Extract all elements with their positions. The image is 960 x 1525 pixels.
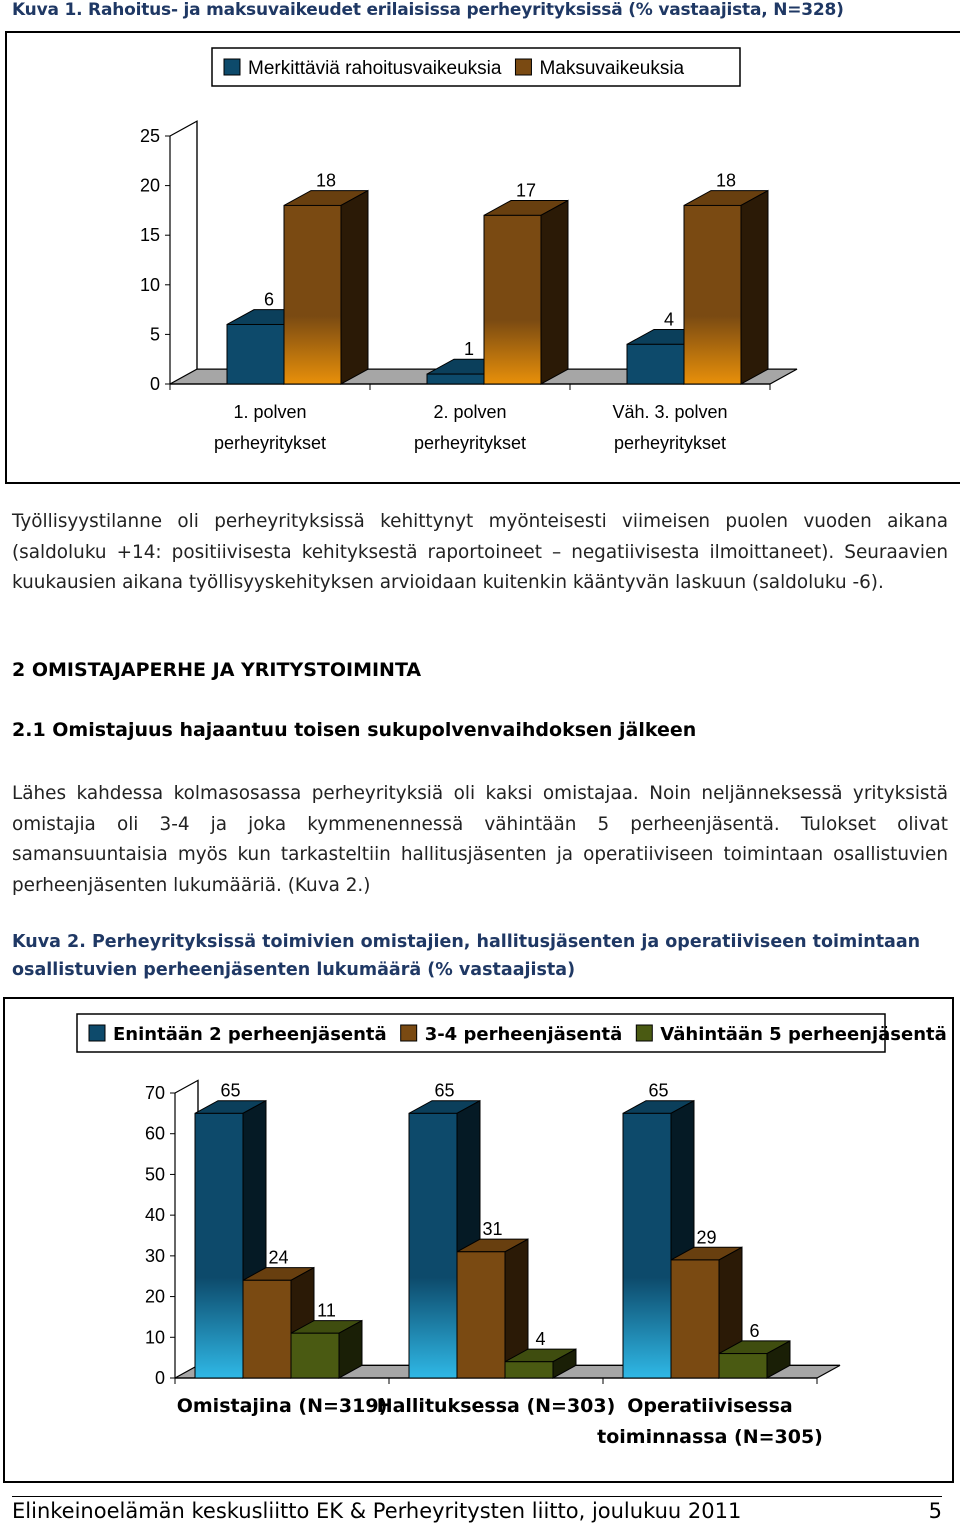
category-label: perheyritykset: [613, 433, 727, 453]
chart-2: [5, 999, 954, 1483]
legend-label: Enintään 2 perheenjäsentä: [113, 1024, 387, 1045]
y-tick-label: 40: [144, 1205, 165, 1226]
paragraph-employment: Työllisyystilanne oli perheyrityksissä kehittynyt myönteisesti viimeisen puolen vuoden aikana (saldoluku +14: positiivisesta kehityksestä raportoineet – negatiivisesta ilmoittaneet). Seuraavien kuukausien aikana työllisyyskehityksen arvioidaan kuitenkin kääntyvän laskuun (saldoluku -6).: [12, 511, 948, 593]
y-tick-label: 60: [144, 1123, 165, 1144]
data-label: 65: [648, 1080, 669, 1101]
section-heading: 2 OMISTAJAPERHE JA YRITYSTOIMINTA: [12, 659, 422, 681]
data-label: 4: [535, 1329, 546, 1350]
legend-swatch: [224, 59, 240, 75]
bar: [623, 1113, 671, 1378]
bar: [719, 1354, 767, 1378]
y-tick-label: 0: [149, 374, 160, 394]
bar: [671, 1260, 719, 1378]
subsection-heading: 2.1 Omistajuus hajaantuu toisen sukupolvenvaihdoksen jälkeen: [12, 719, 697, 741]
bar: [484, 215, 541, 384]
category-label: Operatiivisessa: [627, 1395, 793, 1417]
bar: [457, 1252, 505, 1378]
category-label: Hallituksessa (N=303): [376, 1395, 616, 1417]
y-tick-label: 50: [144, 1164, 165, 1185]
bar: [195, 1113, 243, 1378]
data-label: 1: [463, 339, 475, 360]
legend-label: Vähintään 5 perheenjäsentä: [660, 1024, 947, 1045]
data-label: 65: [220, 1080, 241, 1101]
data-label: 6: [263, 289, 275, 310]
category-label: Omistajina (N=319): [176, 1395, 388, 1417]
legend-swatch: [89, 1025, 105, 1041]
data-label: 31: [482, 1219, 503, 1240]
legend-label: Maksuvaikeuksia: [539, 58, 685, 79]
legend-swatch: [401, 1025, 417, 1041]
data-label: 29: [696, 1227, 717, 1248]
legend-label: Merkittäviä rahoitusvaikeuksia: [248, 58, 502, 79]
bar-side: [541, 201, 568, 384]
figure-caption-2: Kuva 2. Perheyrityksissä toimivien omistajien, hallitusjäsenten ja operatiiviseen toimintaan osallistuvien perheenjäsenten lukumäärä (% vastaajista): [12, 932, 921, 980]
bar: [284, 205, 341, 384]
data-label: 18: [315, 170, 337, 191]
data-label: 4: [663, 309, 675, 330]
bar: [505, 1362, 553, 1378]
bar: [243, 1280, 291, 1378]
y-tick-label: 0: [154, 1368, 165, 1388]
bar-side: [741, 191, 768, 384]
bar: [291, 1333, 339, 1378]
category-label: Väh. 3. polven: [612, 402, 728, 422]
bar: [227, 324, 284, 384]
category-label: perheyritykset: [413, 433, 527, 453]
chart-1-frame: [5, 31, 960, 484]
data-label: 17: [515, 180, 537, 201]
data-label: 24: [268, 1247, 289, 1268]
y-tick-label: 30: [144, 1245, 165, 1266]
bar: [627, 344, 684, 384]
data-label: 11: [317, 1300, 336, 1321]
category-label: 1. polven: [233, 402, 307, 422]
data-label: 6: [749, 1320, 760, 1341]
y-tick-label: 15: [139, 225, 160, 246]
category-label: 2. polven: [433, 402, 507, 422]
bar: [409, 1113, 457, 1378]
paragraph-ownership: Lähes kahdessa kolmasosassa perheyrityksiä oli kaksi omistajaa. Noin neljänneksessä yrityksistä omistajia oli 3-4 ja joka kymmenennessä vähintään 5 perheenjäsentä. Tulokset olivat samansuuntaisia myös kun tarkasteltiin hallitusjäsenten ja operatiiviseen toimintaan osallistuvien perheenjäsenten lukumääriä. (Kuva 2.): [12, 783, 948, 896]
bar-side: [341, 191, 368, 384]
y-tick-label: 20: [144, 1286, 165, 1307]
bar: [427, 374, 484, 384]
page-number: 5: [928, 1499, 942, 1523]
legend-swatch: [515, 59, 531, 75]
y-tick-label: 10: [144, 1327, 165, 1348]
y-tick-label: 70: [144, 1083, 165, 1103]
chart-1: [7, 33, 960, 484]
data-label: 65: [434, 1080, 455, 1101]
category-label: perheyritykset: [213, 433, 327, 453]
chart-2-frame: [3, 997, 954, 1483]
y-tick-label: 5: [149, 324, 160, 345]
footer-text: Elinkeinoelämän keskusliitto EK & Perheyritysten liitto, joulukuu 2011: [12, 1499, 742, 1523]
page-footer: [12, 1496, 942, 1523]
data-label: 18: [715, 170, 737, 191]
y-tick-label: 25: [139, 126, 160, 146]
figure-caption-1: Kuva 1. Rahoitus- ja maksuvaikeudet erilaisissa perheyrityksissä (% vastaajista, N=328): [12, 0, 844, 20]
y-tick-label: 20: [139, 175, 160, 196]
legend-swatch: [636, 1025, 652, 1041]
legend-label: 3-4 perheenjäsentä: [424, 1024, 623, 1045]
category-label: toiminnassa (N=305): [597, 1426, 823, 1448]
y-tick-label: 10: [139, 274, 160, 295]
bar: [684, 205, 741, 384]
